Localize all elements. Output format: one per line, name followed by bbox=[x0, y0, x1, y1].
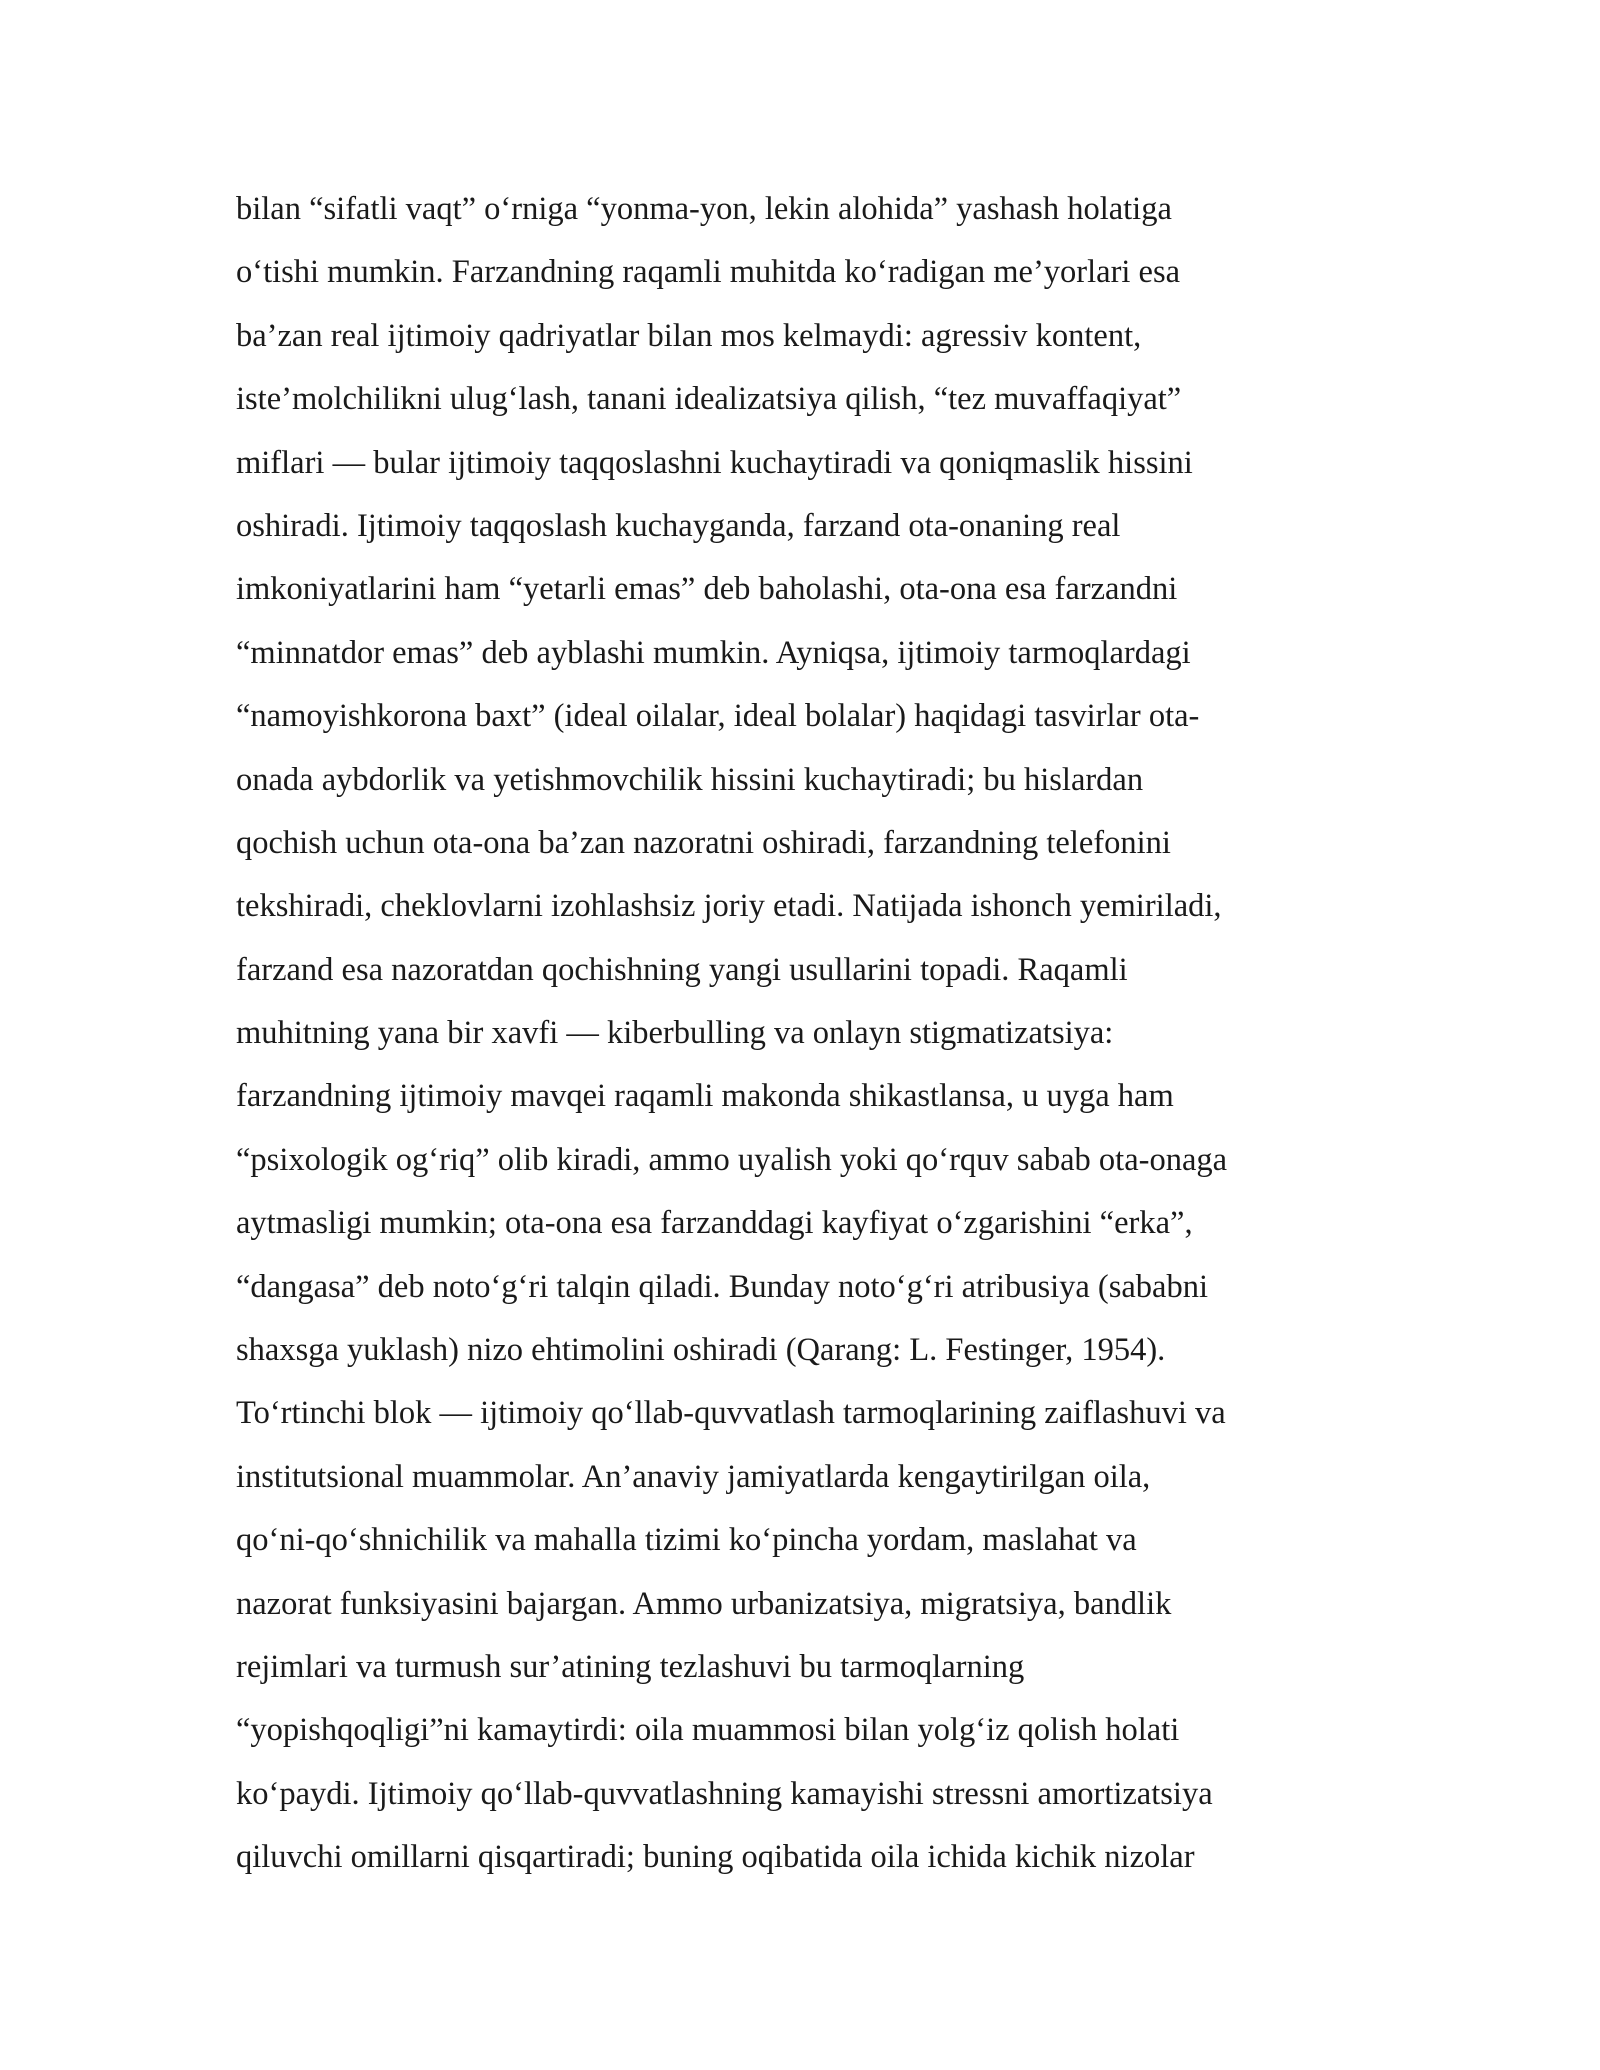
text-line: “minnatdor emas” deb ayblashi mumkin. Ayniqsa, ijtimoiy tarmoqlardagi bbox=[236, 634, 1191, 671]
text-line: qo‘ni-qo‘shnichilik va mahalla tizimi ko‘pincha yordam, maslahat va bbox=[236, 1522, 1137, 1559]
text-line: qochish uchun ota-ona ba’zan nazoratni oshiradi, farzandning telefonini bbox=[236, 824, 1171, 861]
text-line: iste’molchilikni ulug‘lash, tanani idealizatsiya qilish, “tez muvaffaqiyat” bbox=[236, 381, 1182, 418]
text-line: institutsional muammolar. An’anaviy jamiyatlarda kengaytirilgan oila, bbox=[236, 1458, 1151, 1495]
text-line: tekshiradi, cheklovlarni izohlashsiz joriy etadi. Natijada ishonch yemiriladi, bbox=[236, 888, 1222, 925]
text-line: rejimlari va turmush sur’atining tezlashuvi bu tarmoqlarning bbox=[236, 1648, 1025, 1685]
text-line: qiluvchi omillarni qisqartiradi; buning oqibatida oila ichida kichik nizolar bbox=[236, 1839, 1195, 1876]
body-text bbox=[236, 186, 1406, 1898]
text-line: farzand esa nazoratdan qochishning yangi usullarini topadi. Raqamli bbox=[236, 951, 1128, 988]
text-line: “dangasa” deb noto‘g‘ri talqin qiladi. Bunday noto‘g‘ri atribusiya (sababni bbox=[236, 1268, 1209, 1305]
text-line: ko‘paydi. Ijtimoiy qo‘llab-quvvatlashning kamayishi stressni amortizatsiya bbox=[236, 1775, 1213, 1812]
text-line: ba’zan real ijtimoiy qadriyatlar bilan mos kelmaydi: agressiv kontent, bbox=[236, 317, 1142, 354]
text-line: bilan “sifatli vaqt” o‘rniga “yonma-yon, lekin alohida” yashash holatiga bbox=[236, 191, 1172, 227]
text-line: aytmasligi mumkin; ota-ona esa farzanddagi kayfiyat o‘zgarishini “erka”, bbox=[236, 1205, 1193, 1242]
text-line: miflari — bular ijtimoiy taqqoslashni kuchaytiradi va qoniqmaslik hissini bbox=[236, 444, 1193, 481]
text-line: onada aybdorlik va yetishmovchilik hissini kuchaytiradi; bu hislardan bbox=[236, 761, 1144, 798]
text-line: nazorat funksiyasini bajargan. Ammo urbanizatsiya, migratsiya, bandlik bbox=[236, 1585, 1172, 1622]
text-line: imkoniyatlarini ham “yetarli emas” deb baholashi, ota-ona esa farzandni bbox=[236, 571, 1178, 608]
text-line: “namoyishkorona baxt” (ideal oilalar, ideal bolalar) haqidagi tasvirlar ota- bbox=[236, 698, 1200, 735]
text-line: shaxsga yuklash) nizo ehtimolini oshiradi (Qarang: L. Festinger, 1954). bbox=[236, 1332, 1166, 1369]
text-line: farzandning ijtimoiy mavqei raqamli makonda shikastlansa, u uyga ham bbox=[236, 1078, 1174, 1115]
text-line: “psixologik og‘riq” olib kiradi, ammo uyalish yoki qo‘rquv sabab ota-onaga bbox=[236, 1141, 1228, 1178]
text-line: To‘rtinchi blok — ijtimoiy qo‘llab-quvvatlash tarmoqlarining zaiflashuvi va bbox=[236, 1395, 1226, 1432]
text-line: muhitning yana bir xavfi — kiberbulling va onlayn stigmatizatsiya: bbox=[236, 1015, 1114, 1052]
text-line: oshiradi. Ijtimoiy taqqoslash kuchayganda, farzand ota-onaning real bbox=[236, 507, 1121, 544]
text-line: “yopishqoqligi”ni kamaytirdi: oila muammosi bilan yolg‘iz qolish holati bbox=[236, 1712, 1180, 1749]
text-line: o‘tishi mumkin. Farzandning raqamli muhitda ko‘radigan me’yorlari esa bbox=[236, 254, 1181, 291]
